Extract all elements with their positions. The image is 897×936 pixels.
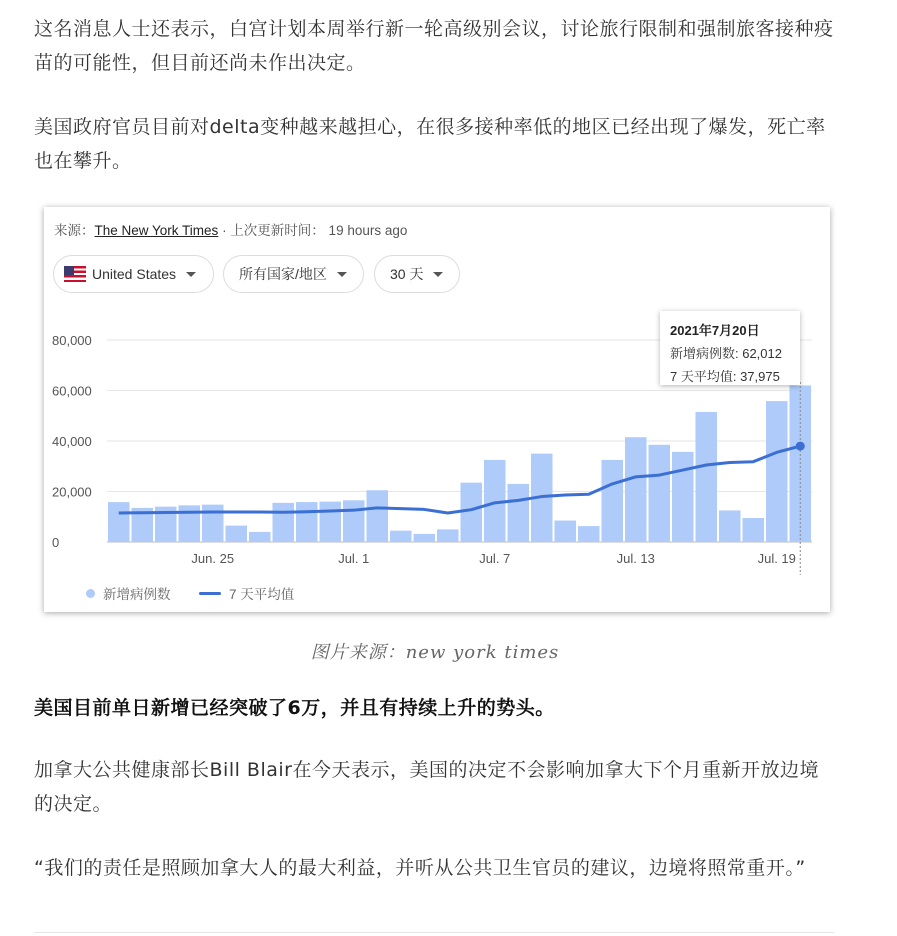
y-tick-label: 80,000	[52, 333, 92, 348]
y-tick-label: 0	[52, 535, 60, 550]
bar	[743, 518, 765, 542]
x-tick-label: Jul. 19	[757, 551, 796, 566]
legend-average-label: 7 天平均值	[229, 587, 295, 602]
tooltip-date: 2021年7月20日	[670, 323, 760, 338]
bar	[202, 505, 224, 542]
legend-dot-icon	[86, 589, 95, 598]
x-tick-label: Jul. 1	[338, 551, 370, 566]
range-select-label: 30 天	[390, 266, 424, 282]
y-tick-label: 40,000	[52, 434, 92, 449]
legend-average	[199, 583, 294, 603]
bar	[108, 502, 130, 542]
tooltip-cases: 新增病例数: 62,012	[670, 346, 782, 361]
paragraph-delta-variant: 美国政府官员目前对delta变种越来越担心，在很多接种率低的地区已经出现了爆发，死亡率也在攀升。	[34, 116, 826, 172]
bar	[296, 502, 318, 542]
chart-tooltip	[660, 311, 800, 385]
bar	[461, 483, 483, 542]
bar	[555, 521, 577, 542]
source-link[interactable]: The New York Times	[94, 223, 219, 238]
bar	[649, 445, 671, 542]
bar	[367, 490, 389, 542]
x-tick-label: Jun. 25	[191, 551, 235, 566]
average-point	[796, 442, 805, 451]
x-tick-label: Jul. 13	[616, 551, 655, 566]
country-select-label: United States	[92, 266, 177, 282]
bar	[625, 437, 647, 542]
bar	[320, 502, 342, 542]
updated-time: · 上次更新时间： 19 hours ago	[218, 223, 408, 238]
bar	[696, 412, 718, 542]
bar	[578, 526, 600, 542]
bar	[390, 531, 412, 542]
paragraph-daily-cases: 美国目前单日新增已经突破了6万，并且有持续上升的势头。	[34, 697, 555, 719]
bar	[414, 534, 436, 542]
y-tick-label: 20,000	[52, 484, 92, 500]
bar	[249, 532, 271, 542]
bar	[719, 510, 741, 542]
paragraph-quote: “我们的责任是照顾加拿大人的最大利益，并听从公共卫生官员的建议，边境将照常重开。”	[34, 857, 806, 879]
divider	[34, 932, 834, 933]
region-select-label: 所有国家/地区	[239, 266, 327, 282]
covid-chart-card	[44, 207, 830, 612]
source-prefix: 来源：	[54, 223, 95, 238]
image-caption: 图片来源：new york times	[310, 642, 560, 663]
bar	[672, 452, 694, 542]
bar	[437, 529, 459, 542]
bar	[508, 484, 530, 542]
x-tick-label: Jul. 7	[479, 551, 511, 566]
bar	[273, 503, 295, 542]
legend-line-icon	[199, 592, 221, 595]
cases-chart[interactable]	[44, 207, 830, 612]
legend-cases-label: 新增病例数	[103, 587, 171, 602]
paragraph-travel-restrictions: 这名消息人士还表示，白宫计划本周举行新一轮高级别会议，讨论旅行限制和强制旅客接种疫苗的可能性，但目前还尚未作出决定。	[34, 18, 834, 74]
legend-cases	[86, 583, 171, 603]
paragraph-canada-minister: 加拿大公共健康部长Bill Blair在今天表示，美国的决定不会影响加拿大下个月重新开放边境的决定。	[34, 759, 819, 815]
y-tick-label: 60,000	[52, 383, 92, 399]
bar	[766, 401, 788, 542]
bar	[343, 500, 365, 542]
bar	[602, 460, 624, 542]
tooltip-average: 7 天平均值: 37,975	[670, 369, 780, 384]
bar	[226, 526, 248, 542]
